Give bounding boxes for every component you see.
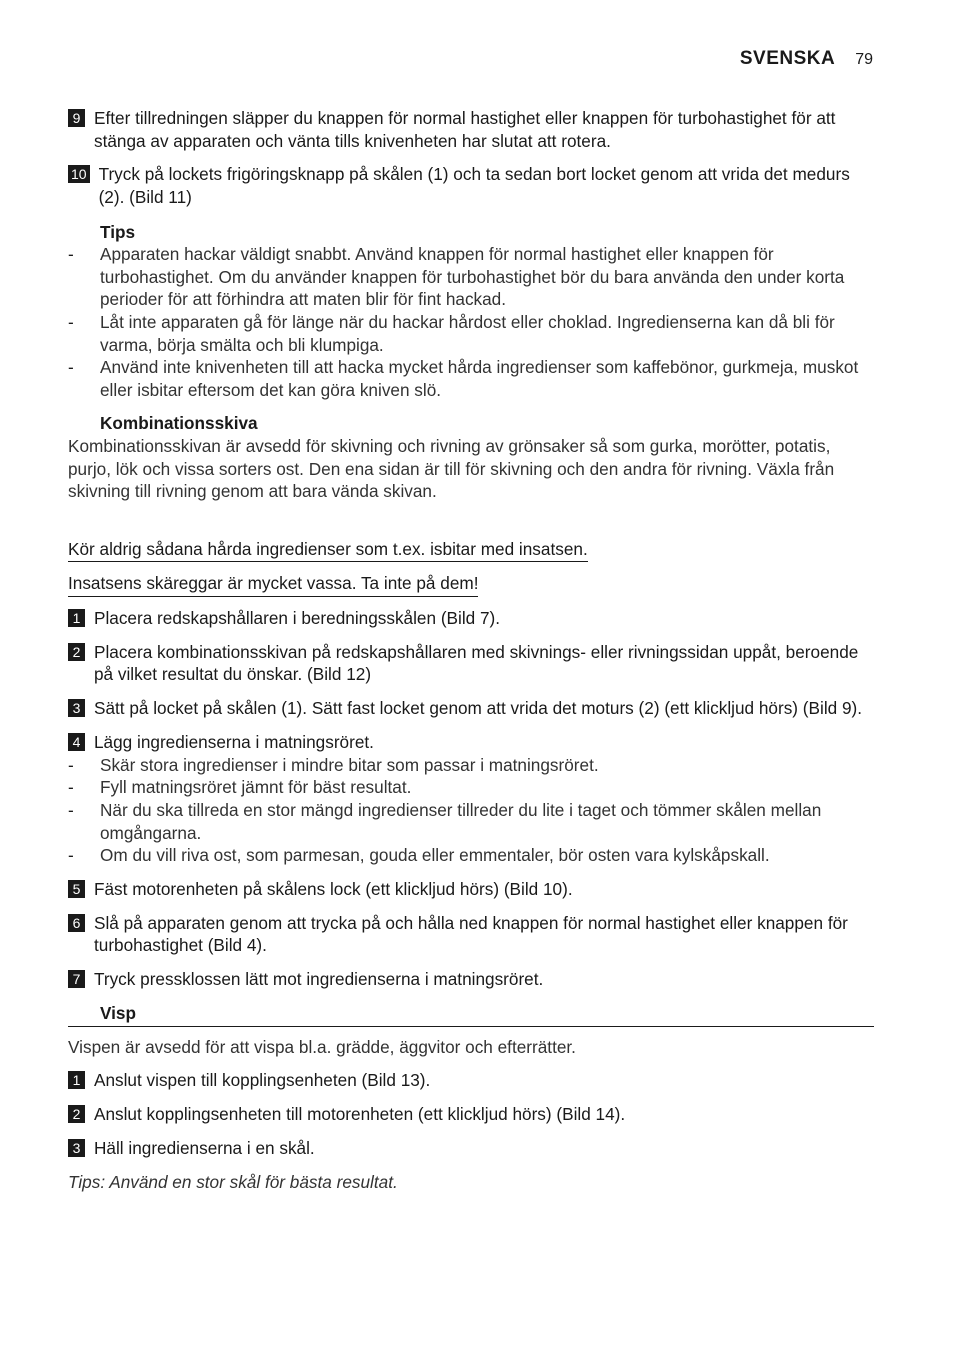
kombination-text: Kombinationsskivan är avsedd för skivning och rivning av grönsaker så som gurka, morötter, potatis, purjo, lök och vissa sorters ost. Den ena sidan är till för skivning och den andra för rivning. Växla från skivning till rivning genom att bara vända skivan.	[68, 436, 835, 502]
step-10	[68, 163, 874, 208]
step-text: Anslut vispen till kopplingsenheten (Bild 13).	[94, 1070, 431, 1091]
visp-step-3	[68, 1137, 874, 1160]
step-number: 2	[68, 1105, 85, 1123]
step-number: 3	[68, 1139, 85, 1157]
step-number: 5	[68, 880, 85, 898]
step-text: Placera kombinationsskivan på redskapshållaren med skivnings- eller rivningssidan uppåt, beroende på vilket resultat du önskar. (Bild 12)	[94, 641, 859, 685]
step-4	[68, 731, 874, 754]
kombination-heading: Kombinationsskiva	[100, 413, 258, 434]
step-text: Tryck på lockets frigöringsknapp på skålen (1) och ta sedan bort locket genom att vrida det medurs (2). (Bild 11)	[98, 164, 850, 208]
step-number: 4	[68, 733, 85, 751]
step4-item: - Skär stora ingredienser i mindre bitar som passar i matningsröret.	[68, 754, 599, 775]
page-number: 79	[855, 51, 873, 68]
tips-item: - Använd inte knivenheten till att hacka mycket hårda ingredienser som kaffebönor, gurkmeja, muskot eller isbitar eftersom det kan göra kniven slö.	[68, 357, 859, 400]
step-3	[68, 697, 874, 720]
step-5	[68, 878, 874, 901]
page-content	[68, 107, 874, 1194]
tips-item: - Låt inte apparaten gå för länge när du hackar hårdost eller choklad. Ingredienserna kan då bli för varma, börja smälta och bli klumpiga.	[68, 312, 835, 355]
step-text: Anslut kopplingsenheten till motorenheten (ett klickljud hörs) (Bild 14).	[94, 1104, 626, 1125]
step4-item: - Fyll matningsröret jämnt för bäst resultat.	[68, 777, 412, 798]
step-1	[68, 607, 874, 630]
step-text: Slå på apparaten genom att trycka på och hålla ned knappen för normal hastighet eller knappen för turbohastighet (Bild 4).	[94, 912, 848, 956]
step-text: Efter tillredningen släpper du knappen för normal hastighet eller knappen för turbohastighet för att stänga av apparaten och vänta tills knivenheten har slutat att rotera.	[94, 108, 836, 151]
tips-item: - Apparaten hackar väldigt snabbt. Använd knappen för normal hastighet eller knappen för turbohastighet. Om du använder knappen för turbohastighet bör du bara använda den under korta perioder för att förhindra att maten blir för fint hackad.	[68, 244, 845, 310]
step-text: Placera redskapshållaren i beredningsskålen (Bild 7).	[94, 607, 501, 628]
visp-intro: Vispen är avsedd för att vispa bl.a. grädde, äggvitor och efterrätter.	[68, 1036, 576, 1057]
step-7	[68, 968, 874, 991]
warning-text: Kör aldrig sådana hårda ingredienser som t.ex. isbitar med insatsen.	[68, 538, 588, 563]
step-text: Sätt på locket på skålen (1). Sätt fast locket genom att vrida det moturs (2) (ett klickljud hörs) (Bild 9).	[94, 698, 863, 719]
visp-step-1	[68, 1069, 874, 1092]
step-6	[68, 912, 874, 957]
visp-heading: Visp	[68, 1002, 874, 1027]
step4-item: - När du ska tillreda en stor mängd ingredienser tillreder du lite i taget och tömmer skålen mellan omgångarna.	[68, 800, 822, 843]
step-text: Tryck pressklossen lätt mot ingredienserna i matningsröret.	[94, 969, 544, 990]
step-text: Lägg ingredienserna i matningsröret.	[94, 732, 374, 753]
step-number: 6	[68, 914, 85, 932]
tips-heading: Tips	[100, 221, 136, 242]
step-9	[68, 107, 874, 152]
step-number: 1	[68, 609, 85, 627]
language-label: SVENSKA	[739, 48, 836, 69]
step-number: 2	[68, 643, 85, 661]
step-number: 9	[68, 109, 85, 127]
step-number: 7	[68, 970, 85, 988]
warning-text: Insatsens skäreggar är mycket vassa. Ta inte på dem!	[68, 572, 478, 597]
step4-item: - Om du vill riva ost, som parmesan, gouda eller emmentaler, bör osten vara kylskåpskall.	[68, 845, 770, 866]
step-text: Fäst motorenheten på skålens lock (ett klickljud hörs) (Bild 10).	[94, 878, 573, 899]
step-text: Häll ingredienserna i en skål.	[94, 1138, 315, 1159]
step-number: 10	[68, 165, 90, 183]
step-2	[68, 641, 874, 686]
visp-tip: Tips: Använd en stor skål för bästa resultat.	[68, 1171, 398, 1192]
page-header	[740, 48, 873, 70]
step-number: 1	[68, 1071, 85, 1089]
step-number: 3	[68, 699, 85, 717]
visp-step-2	[68, 1103, 874, 1126]
